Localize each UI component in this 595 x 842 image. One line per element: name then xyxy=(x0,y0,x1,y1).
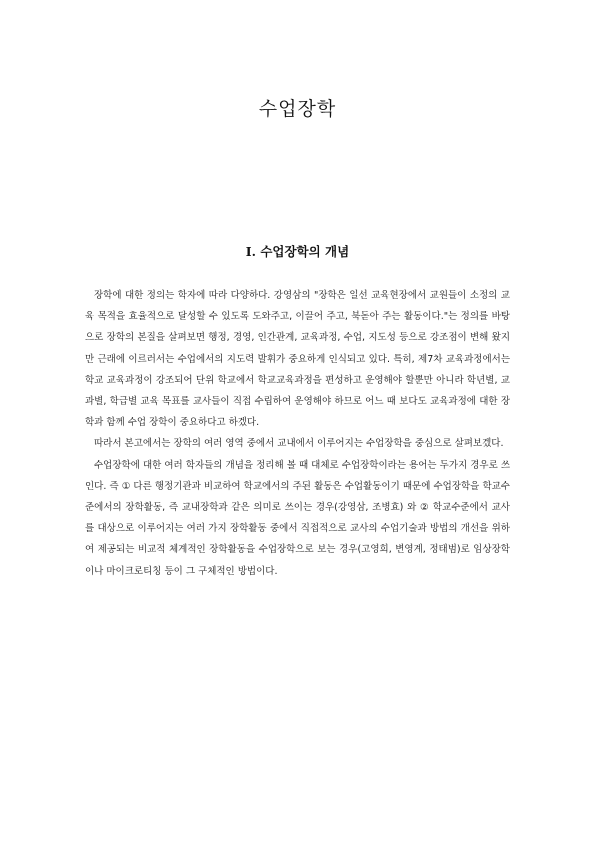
paragraph: 따라서 본고에서는 장학의 여러 영역 중에서 교내에서 이루어지는 수업장학을 중심으로 살펴보겠다. xyxy=(94,438,504,450)
section-heading: Ⅰ. 수업장학의 개념 xyxy=(245,244,350,259)
paragraph: 수업장학에 대한 여러 학자들의 개념을 정리해 볼 때 대체로 수업장학이라는 용어는 두가지 경우로 쓰인다. 즉 ① 다른 행정기관과 비교하여 학교에서의 주된 활동은 수업활동이기 때문에 수업장학을 학교수준에서의 장학활동, 즉 교내장학과 같은 의미로 쓰이는 경우(강영삼, 조병효) 와 ② 학교수준에서 교사를 대상으로 이루어지는 여러 가지 장학활동 중에서 직접적으로 교사의 수업기술과 방법의 개선을 위하여 제공되는 비교적 체계적인 장학활동을 수업장학으로 보는 경우(고영희, 변영계, 정태범)로 임상장학이나 마이크로티칭 등이 그 구체적인 방법이다. xyxy=(85,459,510,577)
paragraph: 장학에 대한 정의는 학자에 따라 다양하다. 강영삼의 "장학은 일선 교육현장에서 교원들이 소정의 교육 목적을 효율적으로 달성할 수 있도록 도와주고, 이끌어 주고, 북돋아 주는 활동이다."는 정의를 바탕으로 장학의 본질을 살펴보면 행정, 경영, 인간관계, 교육과정, 수업, 지도성 등으로 강조점이 변해 왔지만 근래에 이르러서는 수업에서의 지도력 발휘가 중요하게 인식되고 있다. 특히, 제7차 교육과정에서는 학교 교육과정이 강조되어 단위 학교에서 학교교육과정을 편성하고 운영해야 할뿐만 아니라 학년별, 교과별, 학급별 교육 목표를 교사들이 직접 수립하여 운영해야 하므로 어느 때 보다도 교육과정에 대한 장학과 함께 수업 장학이 중요하다고 하겠다. xyxy=(85,290,510,429)
document-title: 수업장학 xyxy=(258,98,337,120)
body-text xyxy=(85,285,510,582)
